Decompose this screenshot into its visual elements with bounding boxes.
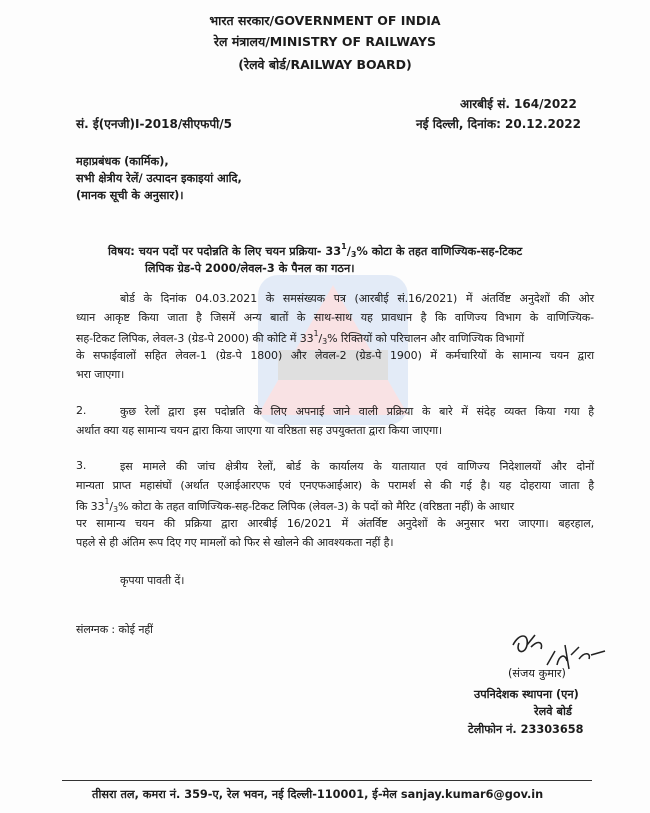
para3-fraction-numerator: 1 — [104, 497, 110, 506]
subject-text-b: % कोटा के तहत वाणिज्यिक-सह-टिकट — [356, 245, 523, 258]
signatory-designation: उपनिदेशक स्थापना (एन) — [474, 688, 579, 701]
para3-line-5: पहले से ही अंतिम रूप दिए गए मामलों को फिर से खोलने की आवश्यकता नहीं है। — [76, 536, 394, 549]
para3-number: 3. — [76, 459, 87, 472]
para1-line-5: भरा जाएगा। — [76, 368, 125, 381]
rbe-number: आरबीई सं. 164/2022 — [460, 97, 577, 111]
para2-line-1: कुछ रेलों द्वारा इस पदोन्नति के लिए अपनाई जाने वाली प्रक्रिया के बारे में संदेह व्यक्त किया गया है — [120, 405, 594, 418]
para1-line-3-a: सह-टिकट लिपिक, लेवल-3 (ग्रेड-पे 2000) की कोटि में 33 — [76, 332, 314, 345]
para2-number: 2. — [76, 404, 87, 417]
enclosure-note: संलग्नक : कोई नहीं — [76, 623, 153, 636]
para1-line-4: के सफाईवालों सहित लेवल-1 (ग्रेड-पे 1800) और लेवल-2 (ग्रेड-पे 1900) में कर्मचारियों के सामान्य चयन द्वारा — [76, 349, 594, 362]
signatory-board: रेलवे बोर्ड — [534, 705, 572, 718]
para1-fraction-denominator: 3 — [322, 337, 328, 346]
subject-line-1: विषय: चयन पदों पर पदोन्नति के लिए चयन प्रक्रिया- $33^1/_3\%$ कोटा के तहत वाणिज्यिक-सह-टिकट — [108, 242, 523, 259]
para3-line-4: पर सामान्य चयन की प्रक्रिया द्वारा आरबीई 16/2021 में अंतर्विष्ट अनुदेशों के अनुसार भरा जाएगा। बहरहाल, — [76, 517, 594, 530]
addressee-line-1: महाप्रबंधक (कार्मिक), — [76, 155, 169, 168]
footer-divider — [62, 780, 592, 781]
para3-line-2: मान्यता प्राप्त महासंघों (अर्थात एआईआरएफ एवं एनएफआईआर) के परामर्श से की गई है। यह दोहराया जाता है — [76, 479, 594, 492]
signatory-name: (संजय कुमार) — [508, 667, 566, 680]
subject-text-a: विषय: चयन पदों पर पदोन्नति के लिए चयन प्रक्रिया- 33 — [108, 245, 342, 258]
subject-fraction-denominator: 3 — [350, 250, 357, 259]
header-board: (रेलवे बोर्ड/RAILWAY BOARD) — [238, 57, 412, 72]
place-date: नई दिल्ली, दिनांक: 20.12.2022 — [416, 117, 581, 131]
para1-fraction-numerator: 1 — [313, 329, 319, 338]
signatory-phone: टेलीफोन नं. 23303658 — [468, 723, 584, 736]
subject-line-2: लिपिक ग्रेड-पे 2000/लेवल-3 के पैनल का गठन। — [145, 262, 355, 275]
addressee-line-2: सभी क्षेत्रीय रेलें/ उत्पादन इकाइयां आदि, — [76, 172, 242, 185]
para1-line-2: ध्यान आकृष्ट किया जाता है जिसमें अन्य बातों के साथ-साथ यह प्रावधान है कि वाणिज्य विभाग के वाणिज्यिक- — [76, 311, 594, 324]
para3-line-3: कि $33^1/_3\%$ कोटा के तहत वाणिज्यिक-सह-टिकट लिपिक (लेवल-3) के पदों को मैरिट (वरिष्ठता नहीं) के आधार — [76, 497, 514, 514]
file-number: सं. ई(एनजी)I-2018/सीएफपी/5 — [76, 117, 233, 131]
closing-request: कृपया पावती दें। — [120, 574, 185, 587]
header-govt: भारत सरकार/GOVERNMENT OF INDIA — [209, 13, 441, 28]
para3-line-1: इस मामले की जांच क्षेत्रीय रेलों, बोर्ड के कार्यालय के यातायात एवं वाणिज्य निदेशालयों और दोनों — [120, 460, 594, 473]
para1-line-3-b: % रिक्तियों को परिचालन और वाणिज्यिक विभागों — [327, 332, 524, 345]
para1-line-1: बोर्ड के दिनांक 04.03.2021 के समसंख्यक पत्र (आरबीई सं.16/2021) में अंतर्विष्ट अनुदेशों की ओर — [120, 292, 594, 305]
addressee-line-3: (मानक सूची के अनुसार)। — [76, 189, 184, 202]
subject-fraction-numerator: 1 — [341, 242, 347, 251]
footer-address: तीसरा तल, कमरा नं. 359-ए, रेल भवन, नई दिल्ली-110001, ई-मेल sanjay.kumar6@gov.in — [92, 788, 544, 801]
para3-line-3-a: कि 33 — [76, 500, 105, 513]
para2-line-2: अर्थात क्या यह सामान्य चयन द्वारा किया जाएगा या वरिष्ठता सह उपयुक्तता द्वारा किया जाएगा। — [76, 424, 443, 437]
para3-line-3-b: % कोटा के तहत वाणिज्यिक-सह-टिकट लिपिक (लेवल-3) के पदों को मैरिट (वरिष्ठता नहीं) के आधार — [118, 500, 514, 513]
para3-fraction-denominator: 3 — [113, 505, 118, 514]
header-ministry: रेल मंत्रालय/MINISTRY OF RAILWAYS — [213, 34, 437, 49]
para1-line-3: सह-टिकट लिपिक, लेवल-3 (ग्रेड-पे 2000) की कोटि में $33^1/_3\%$ रिक्तियों को परिचालन और वाणिज्यिक विभागों — [76, 329, 524, 346]
